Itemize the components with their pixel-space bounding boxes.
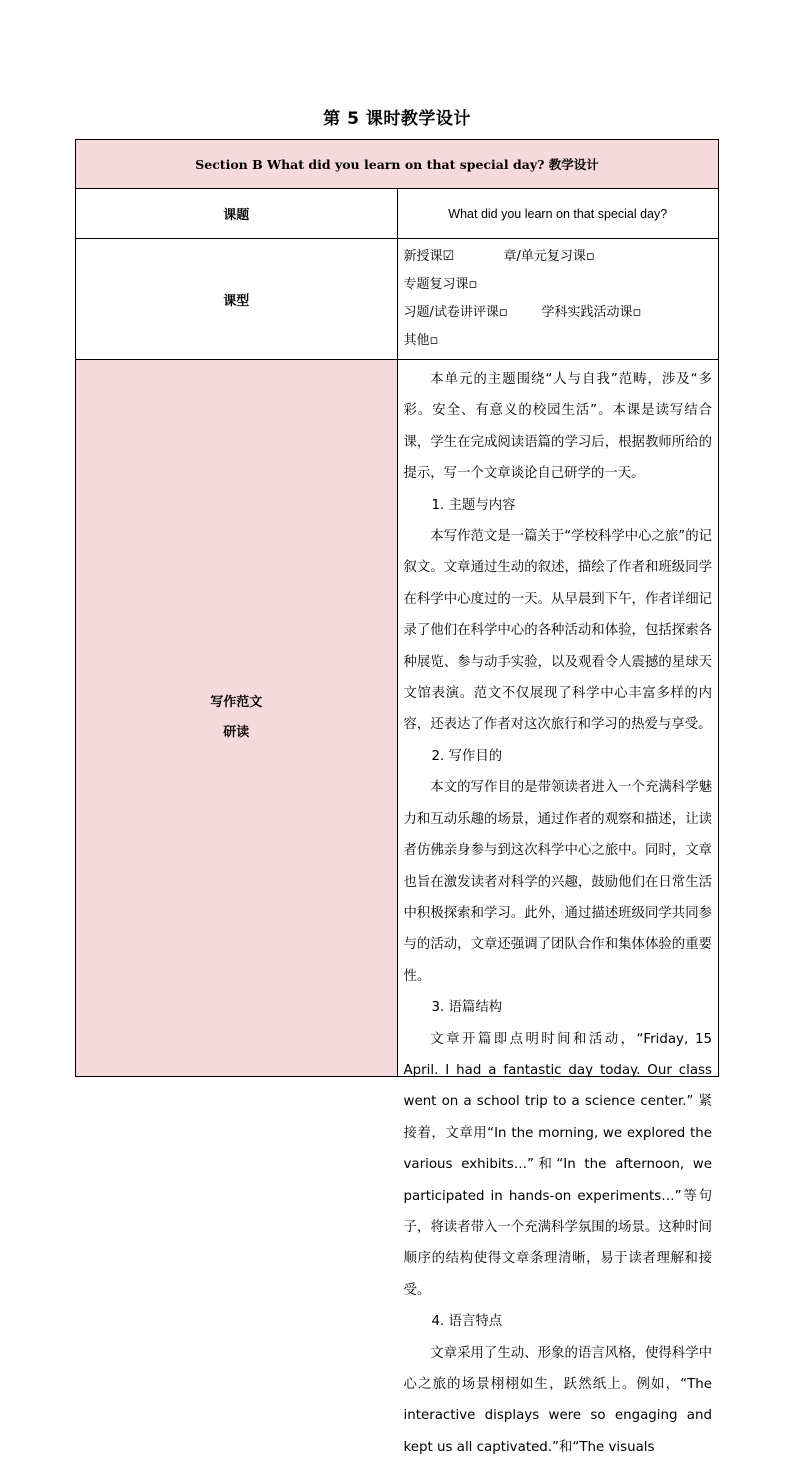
heading-language: 4. 语言特点 bbox=[431, 1314, 503, 1330]
lesson-type-label: 课型 bbox=[76, 239, 398, 360]
writing-study-row bbox=[76, 360, 719, 1077]
heading-structure: 3. 语篇结构 bbox=[431, 1000, 503, 1016]
paragraph-theme: 本写作范文是一篇关于“学校科学中心之旅”的记叙文。文章通过生动的叙述，描绘了作者和班级同学在科学中心度过的一天。从早晨到下午，作者详细记录了他们在科学中心的各种活动和体验，包括探索各种展览、参与动手实验，以及观看令人震撼的星球天文馆表演。范文不仅展现了科学中心丰富多样的内容，还表达了作者对这次旅行和学习的热爱与享受。 bbox=[403, 529, 712, 733]
lesson-type-row bbox=[76, 239, 719, 360]
option-topic-review: 专题复习课▫ bbox=[403, 277, 478, 292]
writing-study-label-line-1: 写作范文 bbox=[210, 695, 263, 710]
paragraph-purpose: 本文的写作目的是带领读者进入一个充满科学魅力和互动乐趣的场景，通过作者的观察和描述，让读者仿佛亲身参与到这次科学中心之旅中。同时，文章也旨在激发读者对科学的兴趣，鼓励他们在日常生活中积极探索和学习。此外，通过描述班级同学共同参与的活动，文章还强调了团队合作和集体体验的重要性。 bbox=[403, 780, 712, 984]
writing-study-label bbox=[76, 360, 398, 1077]
option-other: 其他▫ bbox=[403, 333, 439, 348]
lesson-design-table bbox=[75, 139, 719, 1455]
lesson-type-line-1 bbox=[404, 243, 713, 299]
table-header-row: Section B What did you learn on that special day? 教学设计 bbox=[76, 140, 719, 189]
paragraph-language: 文章采用了生动、形象的语言风格，使得科学中心之旅的场景栩栩如生，跃然纸上。例如，“The interactive displays were so engaging and kept us all captivated.”和“The visuals bbox=[403, 1345, 712, 1455]
option-new-lesson: 新授课☑ bbox=[403, 249, 455, 264]
option-practice-activity: 学科实践活动课▫ bbox=[541, 305, 642, 320]
writing-study-label-line-2: 研读 bbox=[223, 725, 250, 740]
paragraph-intro: 本单元的主题围绕“人与自我”范畴，涉及“多彩。安全、有意义的校园生活”。本课是读写结合课，学生在完成阅读语篇的学习后，根据教师所给的提示，写一个文章谈论自己研学的一天。 bbox=[403, 372, 712, 482]
paragraph-structure: 文章开篇即点明时间和活动，“Friday, 15 April. I had a fantastic day today. Our class went on a school trip to a science center.” 紧接着，文章用“In the morning, we explored the various exhibits…”和“In the afternoon, we participated in hands-on experiments…”等句子，将读者带入一个充满科学氛围的场景。这种时间顺序的结构使得文章条理清晰，易于读者理解和接受。 bbox=[403, 1031, 712, 1298]
lesson-type-options bbox=[397, 239, 719, 360]
lesson-type-line-2 bbox=[404, 299, 713, 355]
keti-label: 课题 bbox=[76, 189, 398, 239]
writing-study-content bbox=[397, 360, 719, 1455]
heading-theme: 1. 主题与内容 bbox=[431, 497, 516, 513]
keti-value: What did you learn on that special day? bbox=[397, 189, 719, 239]
option-unit-review: 章/单元复习课▫ bbox=[503, 249, 595, 264]
option-exercise-review: 习题/试卷讲评课▫ bbox=[403, 305, 508, 320]
heading-purpose: 2. 写作目的 bbox=[431, 748, 503, 764]
keti-row bbox=[76, 189, 719, 239]
page-title: 第 5 课时教学设计 bbox=[323, 109, 471, 129]
